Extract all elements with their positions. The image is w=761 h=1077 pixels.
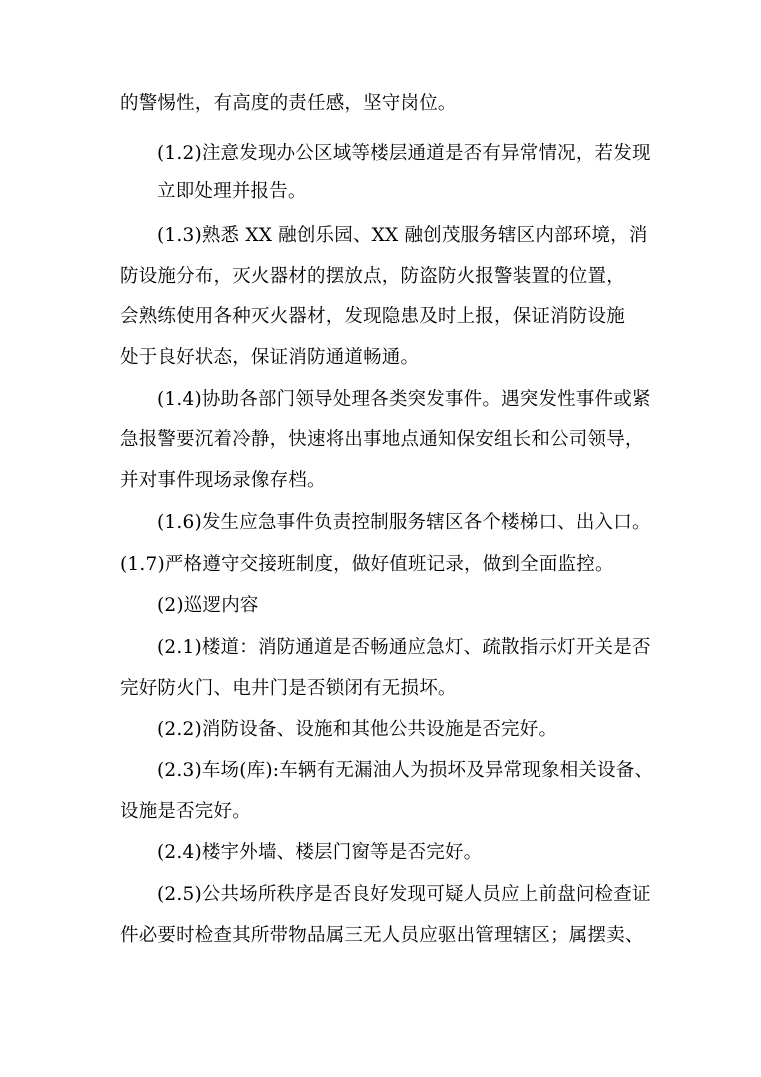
text-line: 完好防火门、电井门是否锁闭有无损坏。 <box>120 678 457 699</box>
text-line: (1.4)协助各部门领导处理各类突发事件。遇突发性事件或紧 <box>157 389 651 410</box>
text-line: (2.3)车场(库):车辆有无漏油人为损坏及异常现象相关设备、 <box>157 760 654 781</box>
text-line: 设施是否完好。 <box>120 801 251 822</box>
text-line: (1.6)发生应急事件负责控制服务辖区各个楼梯口、出入口。 <box>157 512 651 533</box>
text-line: 会熟练使用各种灭火器材，发现隐患及时上报，保证消防设施 <box>120 306 625 327</box>
text-line: (2.5)公共场所秩序是否良好发现可疑人员应上前盘问检查证 <box>157 884 651 905</box>
text-line: 防设施分布，灭火器材的摆放点，防盗防火报警装置的位置， <box>120 266 625 287</box>
text-line: 件必要时检查其所带物品属三无人员应驱出管理辖区；属摆卖、 <box>120 925 644 946</box>
text-line: (1.7)严格遵守交接班制度，做好值班记录，做到全面监控。 <box>120 554 614 575</box>
text-line: (1.3)熟悉 XX 融创乐园、XX 融创茂服务辖区内部环境，消 <box>157 225 648 246</box>
text-line: (2.4)楼宇外墙、楼层门窗等是否完好。 <box>157 842 483 863</box>
text-line: (2)巡逻内容 <box>157 595 259 616</box>
text-line: 急报警要沉着冷静，快速将出事地点通知保安组长和公司领导， <box>120 429 644 450</box>
text-line: 并对事件现场录像存档。 <box>120 470 326 491</box>
text-line: (2.2)消防设备、设施和其他公共设施是否完好。 <box>157 719 558 740</box>
text-line: 的警惕性，有高度的责任感，坚守岗位。 <box>120 93 457 114</box>
text-line: (1.2)注意发现办公区域等楼层通道是否有异常情况，若发现 <box>157 143 651 164</box>
text-line: 立即处理并报告。 <box>157 181 307 202</box>
text-line: (2.1)楼道：消防通道是否畅通应急灯、疏散指示灯开关是否 <box>157 637 651 658</box>
text-line: 处于良好状态，保证消防通道畅通。 <box>120 347 420 368</box>
